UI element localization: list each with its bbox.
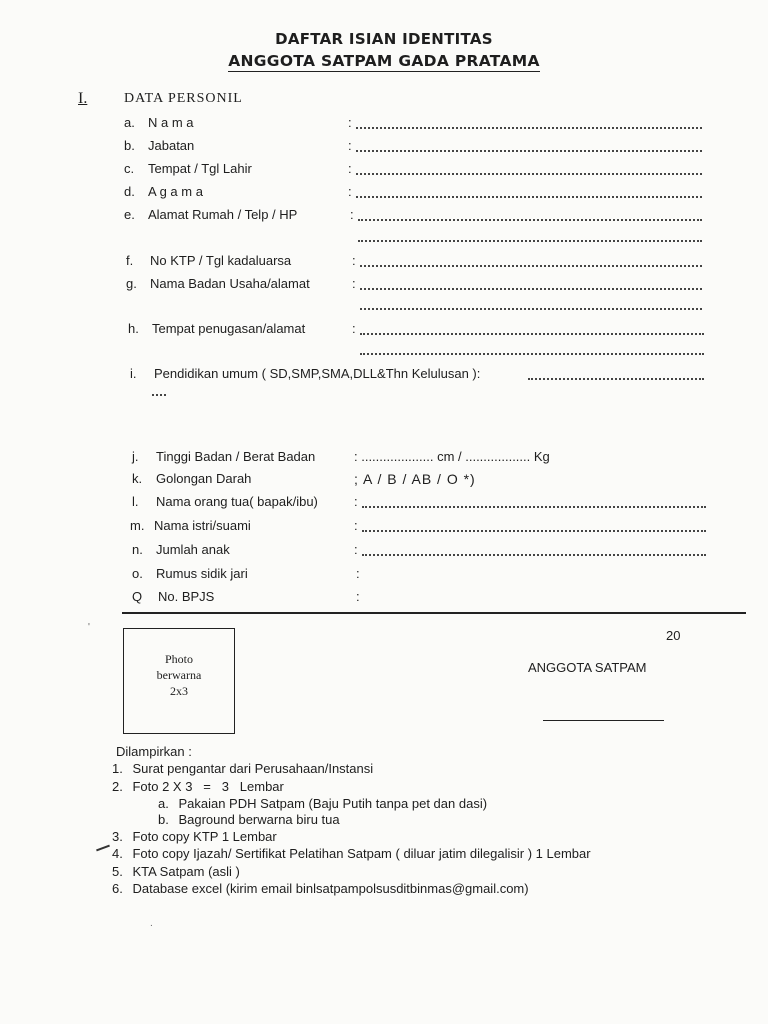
field-key: h. — [128, 321, 139, 336]
form-title: DAFTAR ISIAN IDENTITAS — [275, 30, 493, 48]
fill-line[interactable] — [360, 255, 702, 267]
attachment-text: Database excel (kirim email binlsatpampolsusditbinmas@gmail.com) — [132, 881, 529, 896]
attachment-text: Foto 2 X 3 = 3 Lembar — [132, 779, 284, 794]
section-divider — [122, 612, 746, 614]
date-year-prefix: 20 — [666, 628, 681, 643]
field-label: No KTP / Tgl kadaluarsa — [150, 253, 292, 268]
field-key: d. — [124, 184, 135, 199]
field-key: n. — [132, 542, 143, 557]
attachment-num: 5. — [112, 864, 123, 879]
fill-line[interactable] — [360, 323, 704, 335]
attachment-item — [112, 846, 591, 861]
attachment-item — [112, 829, 277, 844]
fill-line[interactable] — [356, 163, 702, 175]
attachment-text: Foto copy KTP 1 Lembar — [132, 829, 277, 844]
field-colon: : — [352, 276, 356, 291]
field-colon: : — [356, 589, 360, 604]
attachment-text: Baground berwarna biru tua — [178, 812, 340, 827]
section-number: I. — [78, 90, 88, 107]
field-key: j. — [132, 449, 139, 464]
fill-line[interactable] — [356, 186, 702, 198]
attachment-item — [112, 881, 529, 896]
signature-role: ANGGOTA SATPAM — [528, 660, 647, 675]
attachment-num: 2. — [112, 779, 123, 794]
attachment-item — [112, 864, 240, 879]
field-colon: : — [350, 207, 354, 222]
scan-speck: . — [150, 918, 153, 929]
photo-label-line2: berwarna — [156, 668, 202, 682]
scan-speck: ' — [88, 622, 90, 633]
attachment-subitem — [158, 796, 487, 811]
field-colon: : — [354, 542, 358, 557]
field-key: a. — [124, 115, 135, 130]
field-label: A g a m a — [148, 184, 203, 199]
field-label: Nama Badan Usaha/alamat — [150, 276, 310, 291]
attachment-text: KTA Satpam (asli ) — [132, 864, 240, 879]
signature-line[interactable] — [543, 720, 664, 721]
attachment-text: Pakaian PDH Satpam (Baju Putih tanpa pet dan dasi) — [178, 796, 488, 811]
fill-line[interactable] — [152, 384, 166, 396]
field-label: Tinggi Badan / Berat Badan — [156, 449, 316, 464]
attachment-subitem — [158, 812, 340, 827]
field-label: Tempat penugasan/alamat — [152, 321, 306, 336]
field-label: Jabatan — [148, 138, 195, 153]
attachment-num: a. — [158, 796, 169, 811]
field-key: o. — [132, 566, 143, 581]
fill-line[interactable] — [356, 140, 702, 152]
field-label: Rumus sidik jari — [156, 566, 248, 581]
section-title: DATA PERSONIL — [124, 91, 243, 106]
fill-line[interactable] — [358, 230, 702, 242]
attachment-text: Foto copy Ijazah/ Sertifikat Pelatihan Satpam ( diluar jatim dilegalisir ) 1 Lembar — [132, 846, 591, 861]
field-label: Nama istri/suami — [154, 518, 251, 533]
photo-label-line1: Photo — [164, 652, 193, 666]
field-colon: : — [354, 518, 358, 533]
fill-line[interactable] — [360, 298, 702, 310]
fill-line[interactable] — [528, 368, 704, 380]
field-colon: : — [356, 566, 360, 581]
form-subtitle: ANGGOTA SATPAM GADA PRATAMA — [228, 52, 540, 70]
field-colon: : — [352, 321, 356, 336]
field-colon: : — [354, 494, 358, 509]
field-label: N a m a — [148, 115, 194, 130]
fill-line[interactable] — [358, 209, 702, 221]
field-key: c. — [124, 161, 135, 176]
attachment-item — [112, 779, 284, 794]
field-colon: : — [352, 253, 356, 268]
field-label: Pendidikan umum ( SD,SMP,SMA,DLL&Thn Kelulusan ): — [154, 366, 481, 381]
fill-line[interactable] — [362, 520, 706, 532]
field-key: m. — [130, 518, 145, 533]
attachment-num: 1. — [112, 761, 123, 776]
attachment-text: Surat pengantar dari Perusahaan/Instansi — [132, 761, 374, 776]
field-label: Alamat Rumah / Telp / HP — [148, 207, 298, 222]
attachment-num: 6. — [112, 881, 123, 896]
check-mark-icon — [96, 845, 110, 852]
attachment-num: b. — [158, 812, 169, 827]
field-colon: : — [348, 138, 352, 153]
field-key: l. — [132, 494, 139, 509]
fill-line[interactable] — [362, 496, 706, 508]
field-label: Tempat / Tgl Lahir — [148, 161, 252, 176]
field-key: b. — [124, 138, 135, 153]
field-colon: : — [348, 115, 352, 130]
field-key: i. — [130, 366, 137, 381]
attachment-num: 3. — [112, 829, 123, 844]
field-key: e. — [124, 207, 135, 222]
field-colon: : — [348, 184, 352, 199]
field-key: g. — [126, 276, 137, 291]
fill-line[interactable] — [360, 278, 702, 290]
attachments-heading: Dilampirkan : — [116, 744, 192, 759]
fill-line[interactable] — [356, 117, 702, 129]
field-value-height-weight[interactable]: : .................... cm / .................. Kg — [354, 449, 550, 464]
field-key: Q — [132, 589, 143, 604]
attachment-num: 4. — [112, 846, 123, 861]
field-key: k. — [132, 471, 143, 486]
field-key: f. — [126, 253, 134, 268]
photo-box[interactable] — [123, 628, 235, 734]
photo-label-line3: 2x3 — [170, 684, 188, 698]
fill-line[interactable] — [362, 544, 706, 556]
field-label: Nama orang tua( bapak/ibu) — [156, 494, 318, 509]
field-label: No. BPJS — [158, 589, 215, 604]
field-label: Golongan Darah — [156, 471, 252, 486]
field-colon: : — [348, 161, 352, 176]
field-label: Jumlah anak — [156, 542, 230, 557]
attachment-item — [112, 761, 373, 776]
field-value-blood-type[interactable]: ; A / B / AB / O *) — [354, 471, 476, 487]
fill-line[interactable] — [360, 343, 704, 355]
